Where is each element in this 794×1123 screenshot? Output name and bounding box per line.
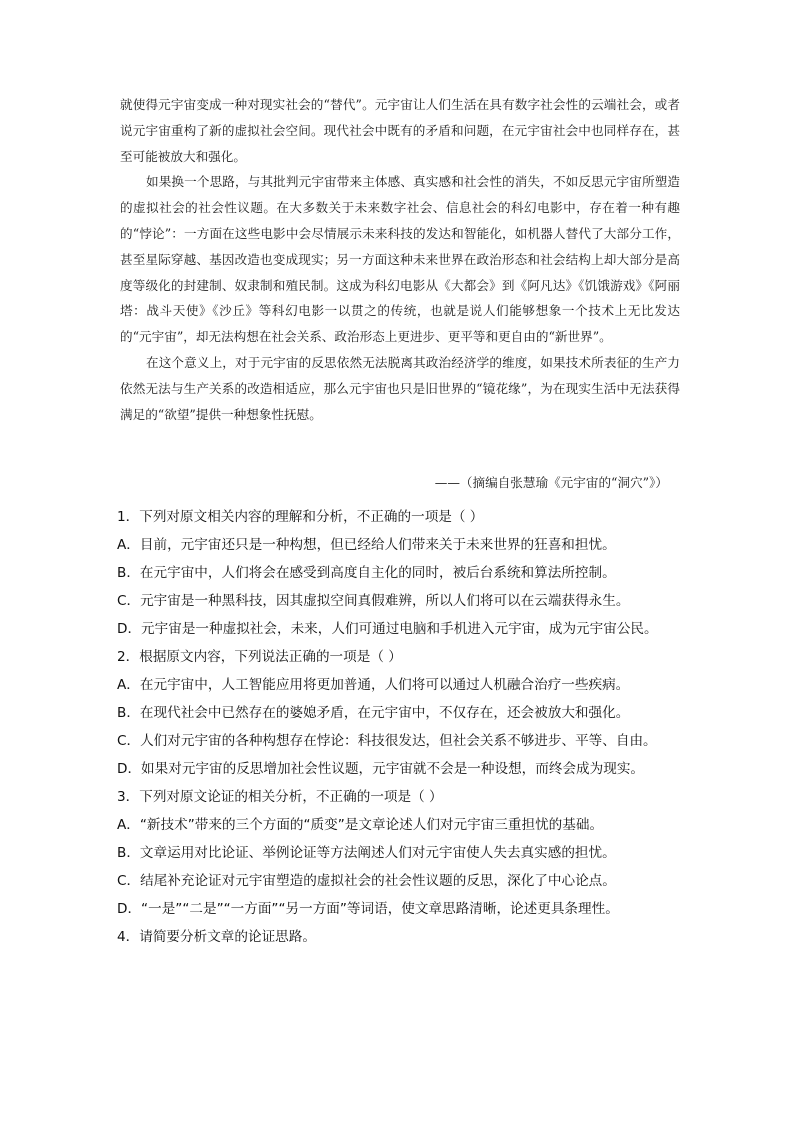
question-1-stem: 1．下列对原文相关内容的理解和分析，不正确的一项是（ ）: [117, 509, 484, 525]
question-2-option-c: C．人们对元宇宙的各种构想存在悖论：科技很发达，但社会关系不够进步、平等、自由。: [117, 733, 657, 749]
reading-passage: [120, 92, 680, 427]
passage-paragraph-3: 在这个意义上，对于元宇宙的反思依然无法脱离其政治经济学的维度，如果技术所表征的生产力依然无法与生产关系的改造相适应，那么元宇宙也只是旧世界的“镜花缘”，为在现实生活中无法获得满足的“欲望”提供一种想象性抚慰。: [120, 354, 680, 422]
question-2-stem: 2．根据原文内容，下列说法正确的一项是（ ）: [117, 649, 402, 665]
question-3-option-c: C．结尾补充论证对元宇宙塑造的虚拟社会的社会性议题的反思，深化了中心论点。: [117, 873, 616, 889]
passage-paragraph-1: 就使得元宇宙变成一种对现实社会的“替代”。元宇宙让人们生活在具有数字社会性的云端社会，或者说元宇宙重构了新的虚拟社会空间。现代社会中既有的矛盾和问题，在元宇宙社会中也同样存在，甚至可能被放大和强化。: [120, 97, 680, 164]
question-1-option-c: C．元宇宙是一种黑科技，因其虚拟空间真假难辨，所以人们将可以在云端获得永生。: [117, 593, 630, 609]
question-2-option-b: B．在现代社会中已然存在的婆媳矛盾，在元宇宙中，不仅存在，还会被放大和强化。: [117, 705, 630, 721]
question-2-option-a: A．在元宇宙中，人工智能应用将更加普通，人们将可以通过人机融合治疗一些疾病。: [117, 677, 630, 693]
passage-paragraph-2: 如果换一个思路，与其批判元宇宙带来主体感、真实感和社会性的消失，不如反思元宇宙所塑造的虚拟社会的社会性议题。在大多数关于未来数字社会、信息社会的科幻电影中，存在着一种有趣的“悖论”：一方面在这些电影中会尽情展示未来科技的发达和智能化，如机器人替代了大部分工作，甚至星际穿越、基因改造也变成现实；另一方面这种未来世界在政治形态和社会结构上却大部分是高度等级化的封建制、奴隶制和殖民制。这成为科幻电影从《大都会》到《阿凡达》《饥饿游戏》《阿丽塔：战斗天使》《沙丘》等科幻电影一以贯之的传统，也就是说人们能够想象一个技术上无比发达的“元宇宙”，却无法构想在社会关系、政治形态上更进步、更平等和更自由的“新世界”。: [120, 174, 680, 345]
question-1-option-d: D．元宇宙是一种虚拟社会，未来，人们可通过电脑和手机进入元宇宙，成为元宇宙公民。: [117, 621, 658, 637]
passage-source: ——（摘编自张慧瑜《元宇宙的“洞穴”》）: [434, 475, 668, 490]
question-3-stem: 3．下列对原文论证的相关分析，不正确的一项是（ ）: [117, 789, 443, 805]
question-1-option-b: B．在元宇宙中，人们将会在感受到高度自主化的同时，被后台系统和算法所控制。: [117, 565, 616, 581]
question-2-option-d: D．如果对元宇宙的反思增加社会性议题，元宇宙就不会是一种设想，而终会成为现实。: [117, 761, 645, 777]
question-3-option-b: B．文章运用对比论证、举例论证等方法阐述人们对元宇宙使人失去真实感的担忧。: [117, 845, 616, 861]
question-list: [117, 503, 677, 951]
question-3-option-d: D．“一是”“二是”“一方面”“另一方面”等词语，使文章思路清晰，论述更具条理性。: [117, 901, 619, 917]
question-1-option-a: A．目前，元宇宙还只是一种构想，但已经给人们带来关于未来世界的狂喜和担忧。: [117, 537, 616, 553]
question-3-option-a: A．“新技术”带来的三个方面的“质变”是文章论述人们对元宇宙三重担忧的基础。: [117, 817, 604, 833]
question-4-stem: 4．请简要分析文章的论证思路。: [117, 929, 316, 945]
